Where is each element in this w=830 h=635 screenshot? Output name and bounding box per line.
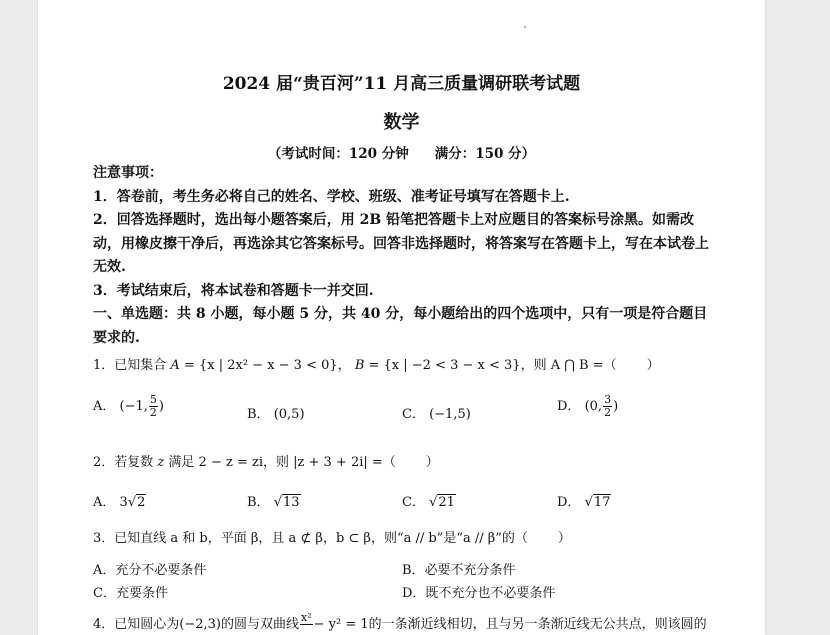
sqrt-symbol: √2 xyxy=(127,495,146,510)
notes-block xyxy=(93,162,713,350)
sqrt-symbol: √17 xyxy=(584,495,611,510)
question-1: 1．已知集合 A = {x | 2x² − x − 3 < 0}， B = {x | −2 < 3 − x < 3}，则 A ⋂ B =（ ） xyxy=(93,358,660,373)
q3-option-a[interactable]: A．充分不必要条件 xyxy=(93,563,207,578)
q1-option-c[interactable]: C． (−1,5) xyxy=(402,407,471,422)
exam-title: 2024 届“贵百河”11 月高三质量调研联考试题 xyxy=(222,74,581,94)
q2-option-d[interactable]: D． √17 xyxy=(557,495,611,510)
q2-option-c[interactable]: C． √21 xyxy=(402,495,455,510)
left-gutter xyxy=(0,0,38,635)
q1-option-a[interactable]: A． (−1, $\frac{5}{2}$ ) xyxy=(93,393,164,419)
scan-dot xyxy=(524,26,526,28)
notes-header: 注意事项： xyxy=(93,165,163,181)
document-page xyxy=(38,0,765,635)
note-item: 3．考试结束后，将本试卷和答题卡一并交回. xyxy=(93,282,374,299)
q3-option-c[interactable]: C．充要条件 xyxy=(93,586,168,601)
section-heading: 一、单选题：共 8 小题，每小题 5 分，共 40 分，每小题给出的四个选项中，只有一项是符合题目要求的. xyxy=(93,306,708,346)
question-4: 4．已知圆心为(−2,3)的圆与双曲线 x² − y² = 1的一条渐近线相切，且与另一条渐近线无公共点，则该圆的 xyxy=(93,611,707,632)
full-score: 满分：150 分） xyxy=(434,146,536,162)
right-gutter xyxy=(765,0,830,635)
q1-option-d[interactable]: D． (0, $\frac{3}{2}$ ) xyxy=(557,393,619,419)
note-item: 2．回答选择题时，选出每小题答案后，用 2B 铅笔把答题卡上对应题目的答案标号涂黑。如需改动，用橡皮擦干净后，再选涂其它答案标号。回答非选择题时，将答案写在答题卡上，写在本试卷上无效. xyxy=(93,212,709,275)
sqrt-symbol: √13 xyxy=(273,495,300,510)
question-2: 2．若复数 z 满足 2 − z = zi，则 |z + 3 + 2i| =（ ） xyxy=(93,455,439,470)
exam-info xyxy=(38,142,765,162)
q1-option-b[interactable]: B． (0,5) xyxy=(247,407,305,422)
question-3: 3．已知直线 a 和 b，平面 β，且 a ⊄ β，b ⊂ β，则“a // b”是“a // β”的（ ） xyxy=(93,531,571,546)
q3-option-d[interactable]: D．既不充分也不必要条件 xyxy=(402,586,556,601)
q2-option-a[interactable]: A． 3√2 xyxy=(93,495,146,510)
sqrt-symbol: √21 xyxy=(429,495,455,510)
exam-time: （考试时间：120 分钟 xyxy=(267,146,409,162)
q2-option-b[interactable]: B． √13 xyxy=(247,495,300,510)
subject-heading: 数学 xyxy=(383,112,420,133)
q3-option-b[interactable]: B．必要不充分条件 xyxy=(402,563,516,578)
note-item: 1．答卷前，考生务必将自己的姓名、学校、班级、准考证号填写在答题卡上. xyxy=(93,188,570,205)
